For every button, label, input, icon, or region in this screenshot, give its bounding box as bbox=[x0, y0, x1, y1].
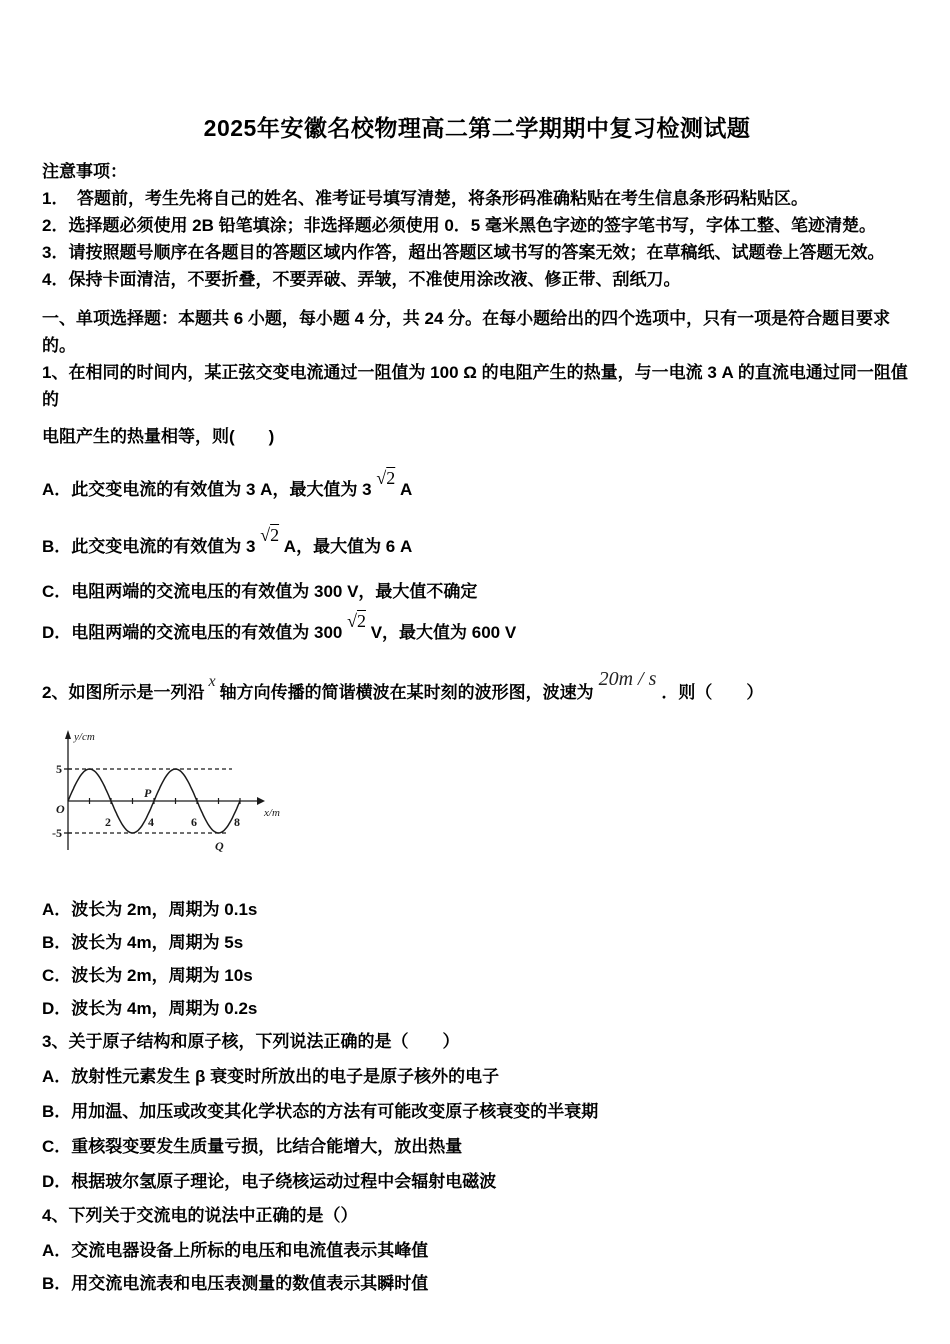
q1-option-b-pre: 此交变电流的有效值为 3 bbox=[71, 537, 261, 556]
q1-option-c-text: 电阻两端的交流电压的有效值为 300 V，最大值不确定 bbox=[71, 582, 478, 601]
radicand: 2 bbox=[270, 525, 280, 545]
q1-option-d-post: V，最大值为 600 V bbox=[365, 623, 517, 642]
q1-option-a-post: A bbox=[395, 480, 413, 499]
radicand: 2 bbox=[386, 468, 396, 488]
q1-option-d-pre: 电阻两端的交流电压的有效值为 300 bbox=[71, 623, 348, 642]
q2-option-d bbox=[42, 995, 912, 1022]
q2-pre: 2、如图所示是一列沿 bbox=[42, 683, 205, 702]
question-1 bbox=[42, 359, 912, 646]
q1-option-b bbox=[42, 525, 912, 560]
q3-option-d-text: 根据玻尔氢原子理论，电子绕核运动过程中会辐射电磁波 bbox=[71, 1172, 497, 1191]
q1-option-b-label: B． bbox=[42, 537, 72, 556]
waveform-figure bbox=[52, 726, 912, 866]
x-tick-label-8: 8 bbox=[234, 815, 240, 829]
q3-option-a-label: A． bbox=[42, 1067, 72, 1086]
notice-item-4: 4．保持卡面清洁，不要折叠，不要弄破、弄皱，不准使用涂改液、修正带、刮纸刀。 bbox=[42, 270, 681, 289]
notice-item-1: 1． 答题前，考生先将自己的姓名、准考证号填写清楚，将条形码准确粘贴在考生信息条形码粘贴区。 bbox=[42, 189, 808, 208]
q2-option-a-text: 波长为 2m，周期为 0.1s bbox=[71, 900, 258, 919]
q1-option-a-pre: 此交变电流的有效值为 3 A，最大值为 3 bbox=[71, 480, 377, 499]
q3-text: 3、关于原子结构和原子核，下列说法正确的是（ ） bbox=[42, 1032, 460, 1051]
notice-item-2: 2．选择题必须使用 2B 铅笔填涂；非选择题必须使用 0．5 毫米黑色字迹的签字笔书写，字体工整、笔迹清楚。 bbox=[42, 216, 876, 235]
q1-option-c bbox=[42, 578, 912, 605]
point-q-label: Q bbox=[215, 839, 224, 853]
q4-option-b-text: 用交流电流表和电压表测量的数值表示其瞬时值 bbox=[71, 1274, 429, 1293]
q3-option-c bbox=[42, 1133, 912, 1160]
q1-text-line2: 电阻产生的热量相等，则( ) bbox=[42, 427, 275, 446]
q2-option-c bbox=[42, 962, 912, 989]
q2-option-a-label: A． bbox=[42, 900, 72, 919]
x-tick-label-6: 6 bbox=[191, 815, 197, 829]
q1-option-b-post: A，最大值为 6 A bbox=[279, 537, 413, 556]
q4-option-a-label: A． bbox=[42, 1241, 72, 1260]
radicand: 2 bbox=[356, 611, 366, 631]
y-axis-label: y/cm bbox=[74, 731, 95, 743]
q3-option-b-label: B． bbox=[42, 1102, 72, 1121]
y-axis-arrow bbox=[65, 730, 71, 739]
q4-text: 4、下列关于交流电的说法中正确的是（） bbox=[42, 1206, 358, 1225]
notice-block bbox=[42, 158, 912, 293]
q3-option-b bbox=[42, 1098, 912, 1125]
q2-option-b bbox=[42, 929, 912, 956]
q2-option-c-text: 波长为 2m，周期为 10s bbox=[71, 966, 253, 985]
q4-option-b bbox=[42, 1270, 912, 1297]
q4-option-b-label: B． bbox=[42, 1274, 72, 1293]
x-axis-arrow bbox=[257, 797, 265, 805]
q2-post: ．则（ ） bbox=[661, 683, 764, 702]
q2-option-a bbox=[42, 896, 912, 923]
notice-heading: 注意事项： bbox=[42, 162, 127, 181]
question-3 bbox=[42, 1028, 912, 1195]
radical-sign: √ bbox=[347, 611, 357, 631]
point-p-label: P bbox=[144, 786, 152, 800]
q1-option-d-label: D． bbox=[42, 623, 72, 642]
x-axis-label: x/m bbox=[264, 807, 280, 819]
q3-option-a-text: 放射性元素发生 β 衰变时所放出的电子是原子核外的电子 bbox=[71, 1067, 500, 1086]
q2-option-b-label: B． bbox=[42, 933, 72, 952]
q1-option-a bbox=[42, 468, 912, 503]
q2-text: 2、如图所示是一列沿x轴方向传播的简谐横波在某时刻的波形图，波速为20m / s．则（ ） bbox=[42, 668, 764, 702]
q3-option-c-label: C． bbox=[42, 1137, 72, 1156]
q1-text-line1: 1、在相同的时间内，某正弦交变电流通过一阻值为 100 Ω 的电阻产生的热量，与一电流 3 A 的直流电通过同一阻值的 bbox=[42, 363, 908, 409]
section1-heading: 一、单项选择题：本题共 6 小题，每小题 4 分，共 24 分。在每小题给出的四个选项中，只有一项是符合题目要求的。 bbox=[42, 309, 891, 355]
q3-option-d-label: D． bbox=[42, 1172, 72, 1191]
radical-sign: √ bbox=[376, 468, 387, 488]
q2-option-d-text: 波长为 4m，周期为 0.2s bbox=[71, 999, 258, 1018]
q2-option-b-text: 波长为 4m，周期为 5s bbox=[71, 933, 244, 952]
q2-mid: 轴方向传播的简谐横波在某时刻的波形图，波速为 bbox=[219, 683, 594, 702]
question-2 bbox=[42, 668, 912, 1022]
origin-label: O bbox=[56, 802, 65, 816]
q3-option-d bbox=[42, 1168, 912, 1195]
q4-option-a bbox=[42, 1237, 912, 1264]
q1-option-d bbox=[42, 611, 912, 646]
q3-option-b-text: 用加温、加压或改变其化学状态的方法有可能改变原子核衰变的半衰期 bbox=[71, 1102, 599, 1121]
x-tick-label-2: 2 bbox=[105, 815, 111, 829]
q3-option-a bbox=[42, 1063, 912, 1090]
q2-option-d-label: D． bbox=[42, 999, 72, 1018]
page-title: 2025年安徽名校物理高二第二学期期中复习检测试题 bbox=[203, 115, 751, 141]
q3-option-c-text: 重核裂变要发生质量亏损，比结合能增大，放出热量 bbox=[71, 1137, 463, 1156]
notice-item-3: 3．请按照题号顺序在各题目的答题区域内作答，超出答题区域书写的答案无效；在草稿纸、试题卷上答题无效。 bbox=[42, 243, 885, 262]
question-4 bbox=[42, 1202, 912, 1297]
radical-sign: √ bbox=[260, 525, 271, 545]
q2-option-c-label: C． bbox=[42, 966, 72, 985]
q4-option-a-text: 交流电器设备上所标的电压和电流值表示其峰值 bbox=[71, 1241, 429, 1260]
x-tick-label-4: 4 bbox=[148, 815, 154, 829]
y-tick-label-5: 5 bbox=[56, 762, 62, 776]
waveform-svg bbox=[52, 726, 292, 861]
y-tick-label-neg5: -5 bbox=[52, 826, 62, 840]
q1-option-c-label: C． bbox=[42, 582, 72, 601]
q1-option-a-label: A． bbox=[42, 480, 72, 499]
